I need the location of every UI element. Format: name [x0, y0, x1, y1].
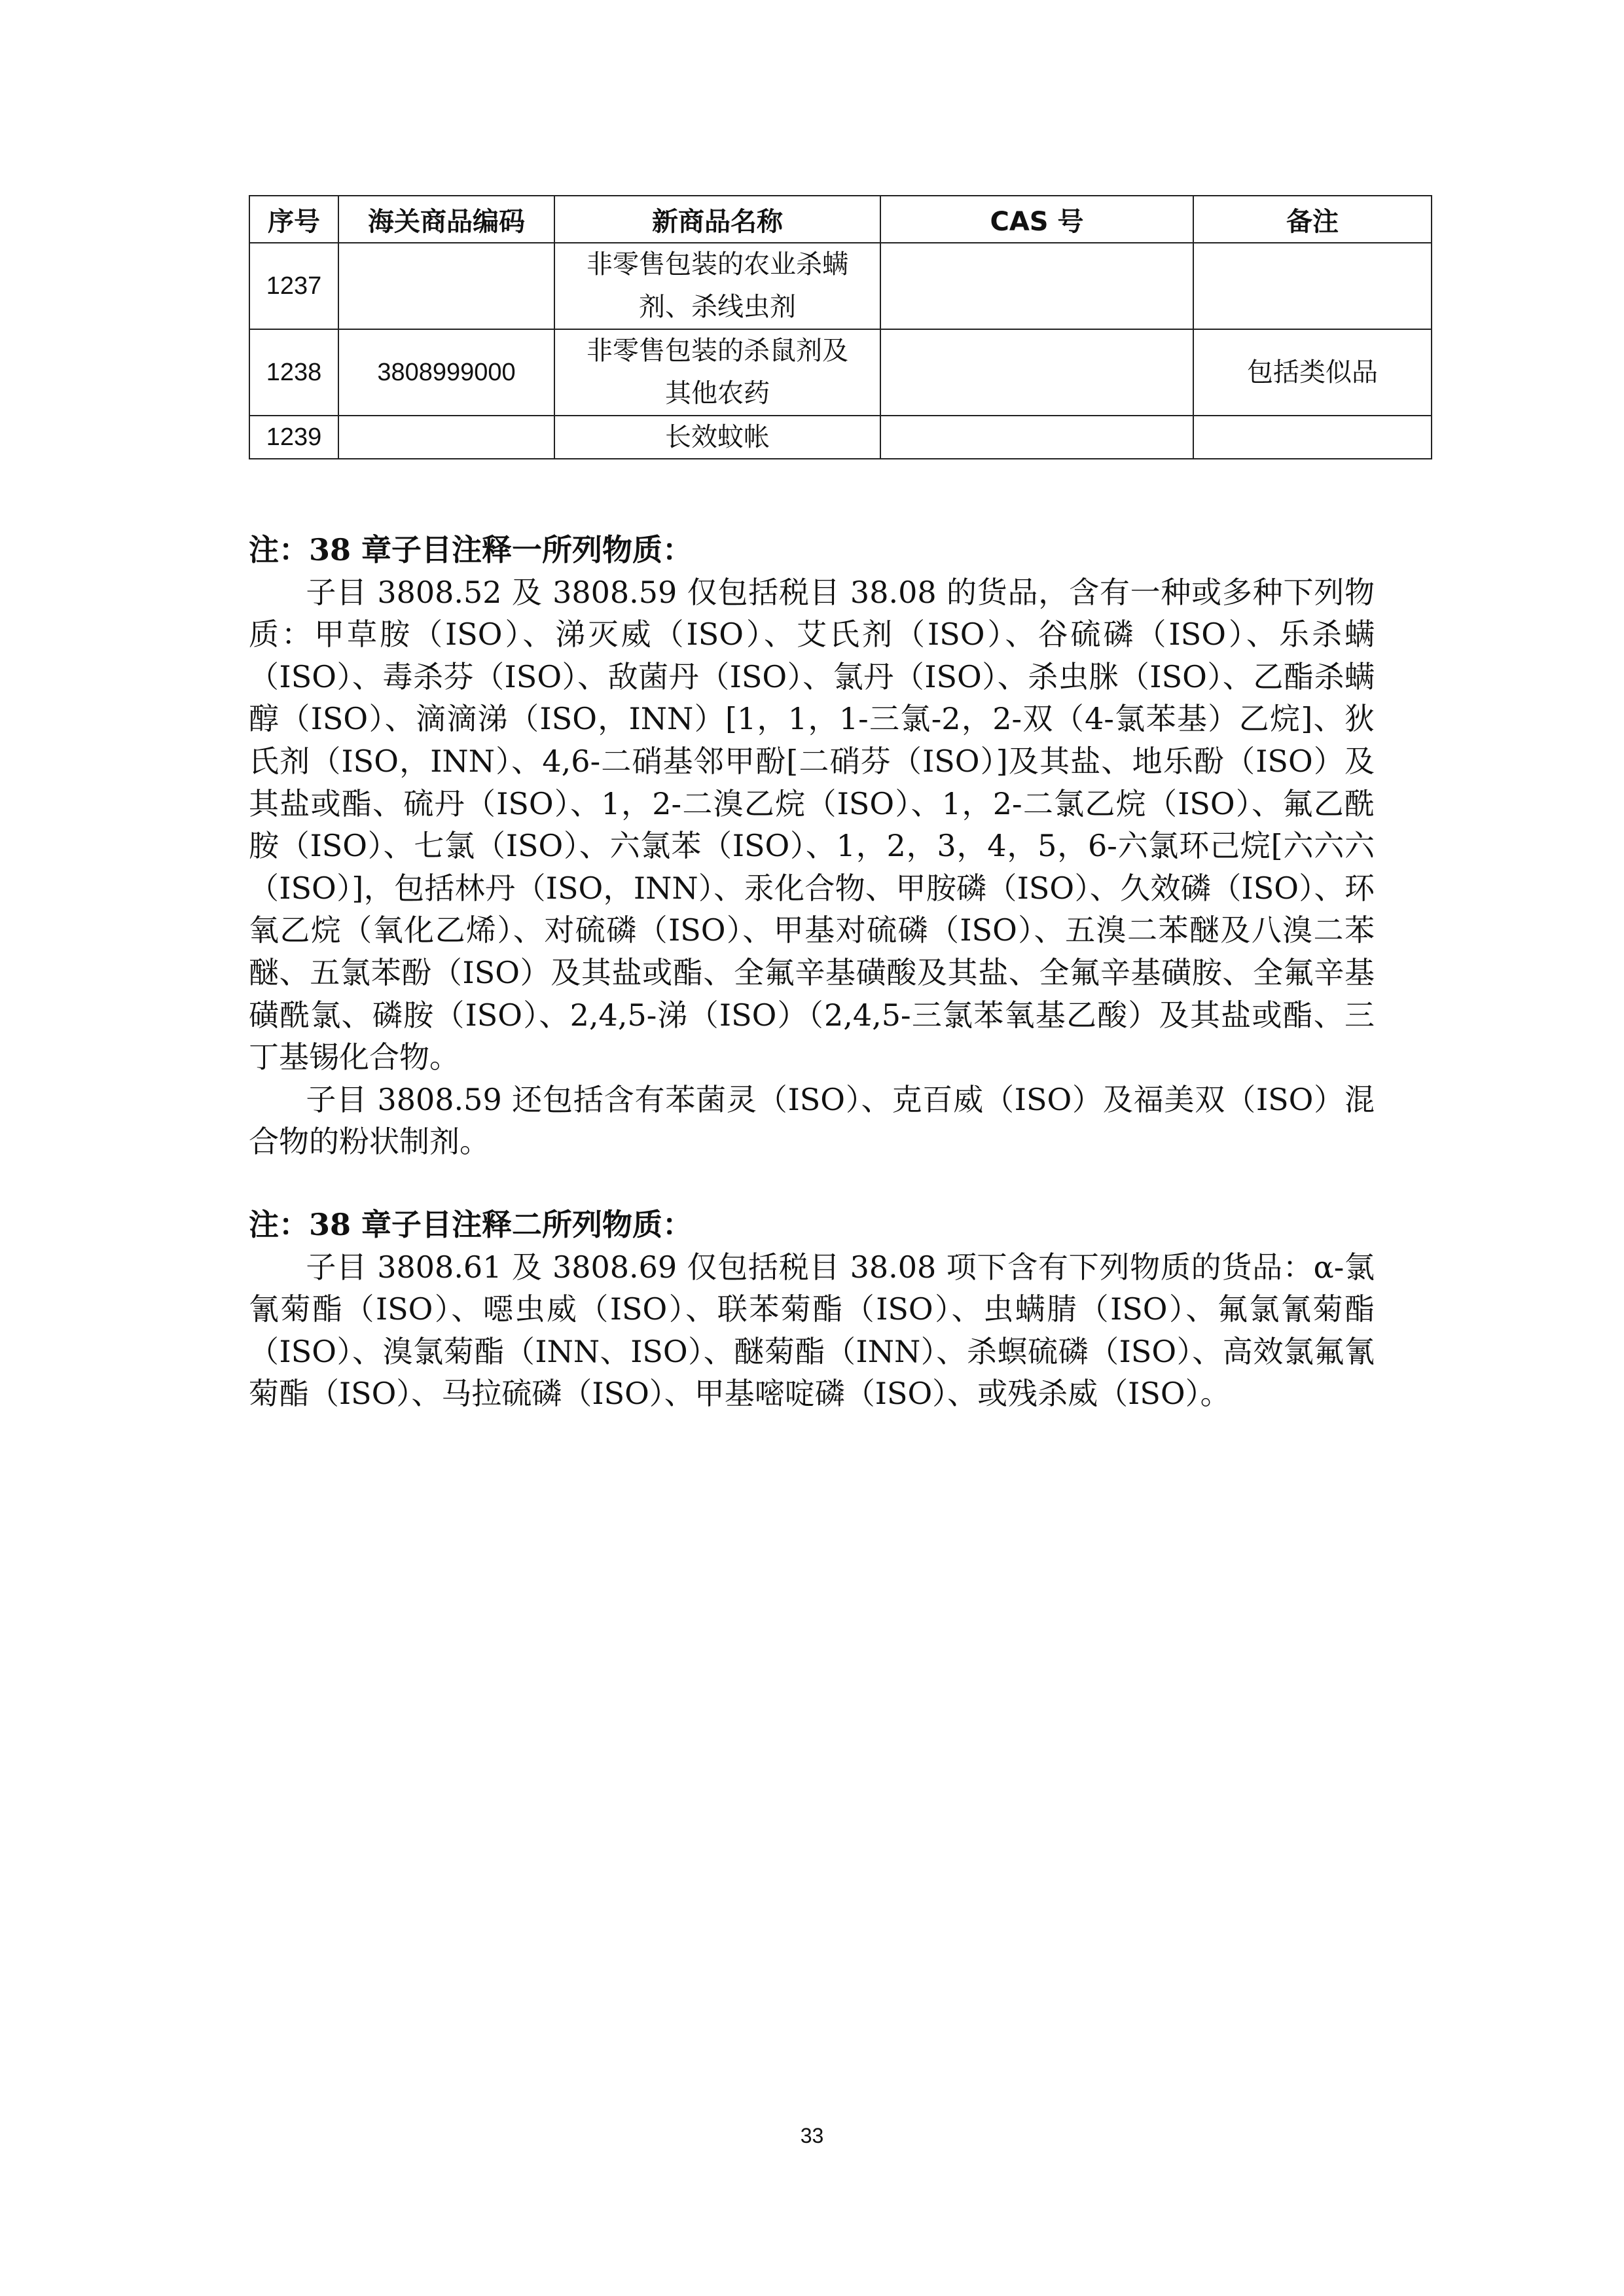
- table-row: [249, 416, 1432, 459]
- spacer: [249, 1163, 1375, 1204]
- cell-cas-no: [880, 243, 1193, 329]
- cell-serial-no: 1239: [249, 416, 338, 459]
- cell-customs-code: [338, 243, 554, 329]
- goods-table: [249, 195, 1432, 459]
- cell-customs-code: 3808999000: [338, 329, 554, 416]
- table-row: [249, 329, 1432, 416]
- cell-goods-name: 长效蚊帐: [554, 416, 880, 459]
- goods-name-line: 其他农药: [665, 378, 770, 408]
- header-new-goods-name: 新商品名称: [554, 196, 880, 243]
- cell-cas-no: [880, 329, 1193, 416]
- goods-name-line: 剂、杀线虫剂: [639, 292, 796, 322]
- header-remark: 备注: [1193, 196, 1432, 243]
- cell-remark: [1193, 416, 1432, 459]
- table-header-row: [249, 196, 1432, 243]
- page-number: 33: [800, 2124, 824, 2147]
- header-serial-no: 序号: [249, 196, 338, 243]
- note-block: [249, 529, 1375, 1163]
- goods-name-line: 非零售包装的农业杀螨: [586, 249, 848, 279]
- notes-section: [249, 529, 1375, 1415]
- header-customs-code: 海关商品编码: [338, 196, 554, 243]
- cell-goods-name: [554, 329, 880, 416]
- note-block: [249, 1204, 1375, 1415]
- note-title: 注：38 章子目注释二所列物质：: [249, 1206, 693, 1242]
- note-paragraph: 子目 3808.61 及 3808.69 仅包括税目 38.08 项下含有下列物质的货品：α-氯氰菊酯（ISO）、噁虫威（ISO）、联苯菊酯（ISO）、虫螨腈（ISO）、氟氯氰菊酯（ISO）、溴氯菊酯（INN、ISO）、醚菊酯（INN）、杀螟硫磷（ISO）、高效氯氟氰菊酯（ISO）、马拉硫磷（ISO）、甲基嘧啶磷（ISO）、或残杀威（ISO）。: [249, 1249, 1375, 1412]
- note-paragraph: 子目 3808.59 还包括含有苯菌灵（ISO）、克百威（ISO）及福美双（ISO）混合物的粉状制剂。: [249, 1081, 1375, 1160]
- cell-remark: [1193, 243, 1432, 329]
- header-cas-no: CAS 号: [880, 196, 1193, 243]
- goods-name-line: 非零售包装的杀鼠剂及: [586, 336, 848, 366]
- cell-serial-no: 1238: [249, 329, 338, 416]
- cell-customs-code: [338, 416, 554, 459]
- table-row: [249, 243, 1432, 329]
- cell-goods-name: [554, 243, 880, 329]
- cell-cas-no: [880, 416, 1193, 459]
- cell-serial-no: 1237: [249, 243, 338, 329]
- note-paragraph: 子目 3808.52 及 3808.59 仅包括税目 38.08 的货品，含有一种或多种下列物质：甲草胺（ISO）、涕灭威（ISO）、艾氏剂（ISO）、谷硫磷（ISO）、乐杀螨（ISO）、毒杀芬（ISO）、敌菌丹（ISO）、氯丹（ISO）、杀虫脒（ISO）、乙酯杀螨醇（ISO）、滴滴涕（ISO，INN）[1，1，1-三氯-2，2-双（4-氯苯基）乙烷]、狄氏剂（ISO，INN）、4,6-二硝基邻甲酚[二硝芬（ISO）]及其盐、地乐酚（ISO）及其盐或酯、硫丹（ISO）、1，2-二溴乙烷（ISO）、1，2-二氯乙烷（ISO）、氟乙酰胺（ISO）、七氯（ISO）、六氯苯（ISO）、1，2，3，4，5，6-六氯环己烷[六六六（ISO）]，包括林丹（ISO，INN）、汞化合物、甲胺磷（ISO）、久效磷（ISO）、环氧乙烷（氧化乙烯）、对硫磷（ISO）、甲基对硫磷（ISO）、五溴二苯醚及八溴二苯醚、五氯苯酚（ISO）及其盐或酯、全氟辛基磺酸及其盐、全氟辛基磺胺、全氟辛基磺酰氯、磷胺（ISO）、2,4,5-涕（ISO）（2,4,5-三氯苯氧基乙酸）及其盐或酯、三丁基锡化合物。: [249, 574, 1375, 1075]
- note-title: 注：38 章子目注释一所列物质：: [249, 532, 693, 567]
- cell-remark: 包括类似品: [1193, 329, 1432, 416]
